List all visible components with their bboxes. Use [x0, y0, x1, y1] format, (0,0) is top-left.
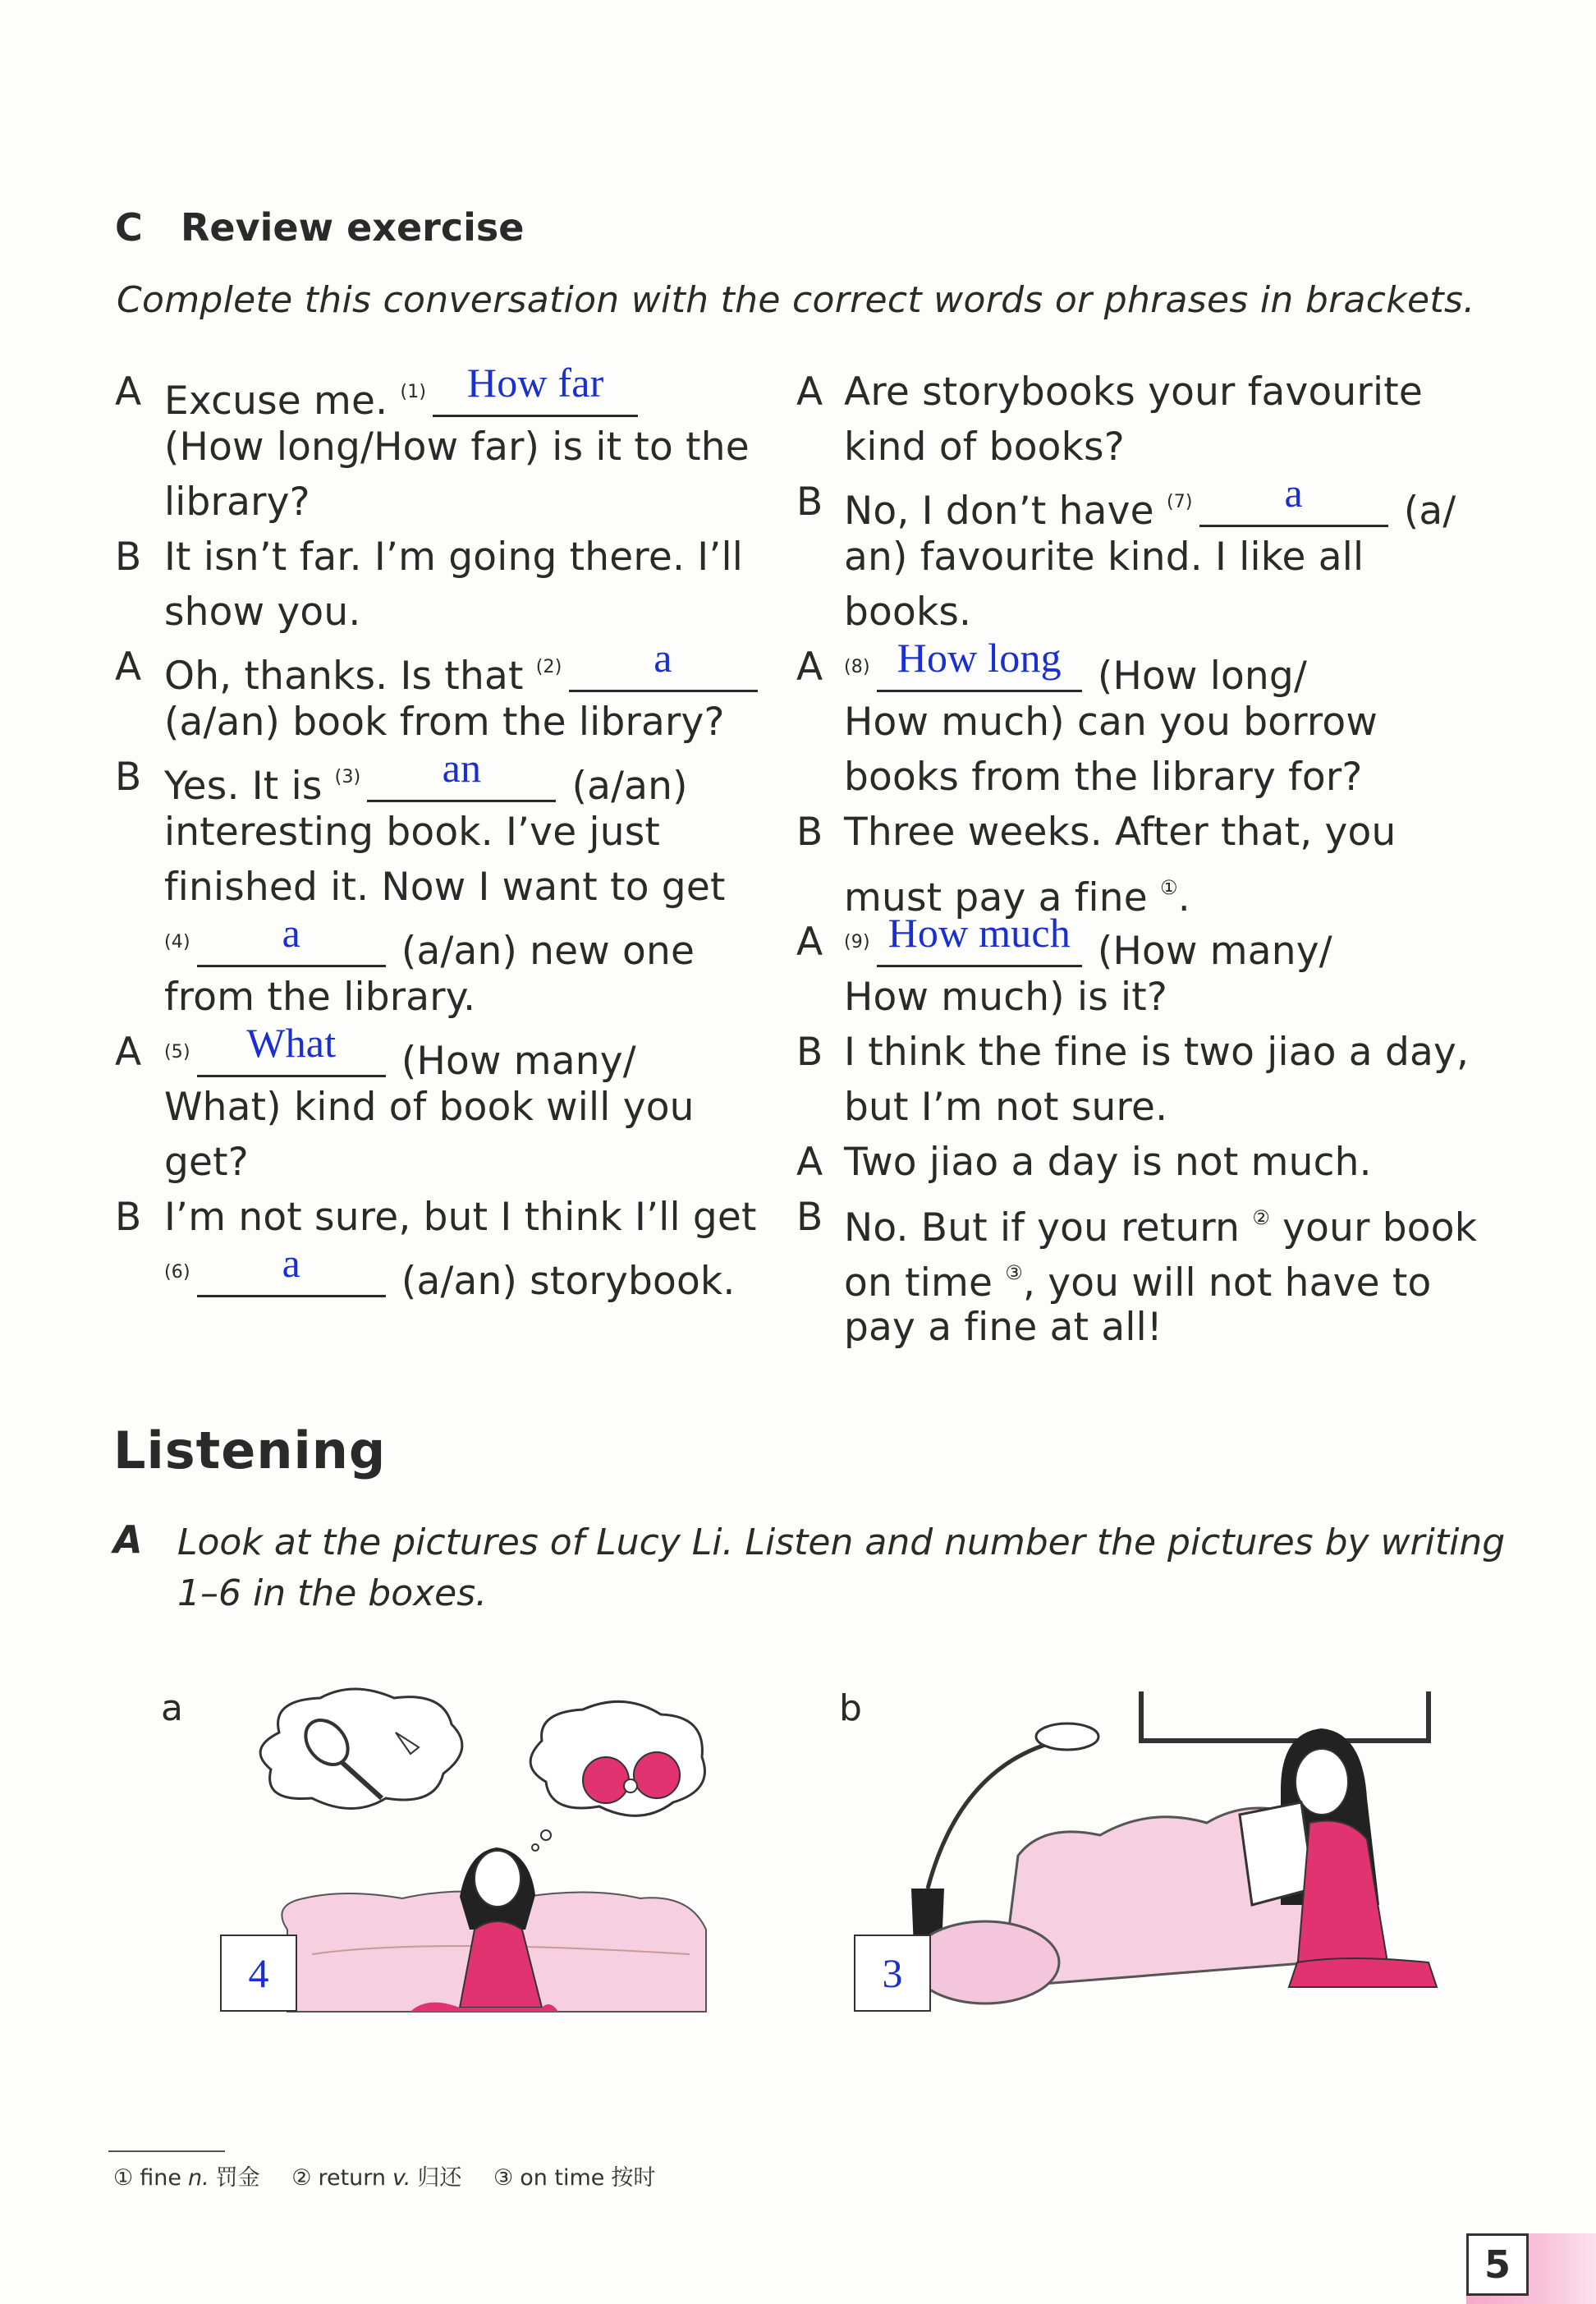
dialogue-line: get? [164, 1140, 249, 1185]
footnote-pos: v. [392, 2165, 411, 2191]
answer-blank[interactable] [877, 635, 1082, 692]
dialogue-line: from the library. [164, 975, 476, 1020]
answer-blank[interactable] [877, 910, 1082, 967]
picture-b-illustration [854, 1691, 1445, 2020]
section-c-heading [115, 205, 524, 250]
handwritten-answer: How far [466, 360, 604, 406]
speaker-label: B [796, 480, 823, 525]
blank-number: (9) [844, 932, 870, 952]
section-letter: C [115, 205, 143, 250]
blank-number: (8) [844, 657, 870, 677]
handwritten-answer: a [282, 1240, 300, 1286]
dialogue-line [164, 910, 695, 979]
dialogue-text: No, I don’t have [844, 489, 1154, 534]
footnote-word: return [318, 2165, 387, 2191]
speaker-label: A [796, 1140, 823, 1185]
blank-number: (7) [1166, 492, 1193, 512]
footnote-pos: n. [187, 2165, 209, 2191]
answer-blank[interactable] [197, 910, 386, 967]
handwritten-answer: a [1284, 470, 1303, 516]
dialogue-line: books. [844, 590, 972, 635]
listening-instruction-line: 1–6 in the boxes. [177, 1572, 488, 1614]
dialogue-line [844, 635, 1307, 704]
handwritten-answer: a [654, 635, 672, 681]
page-number: 5 [1466, 2233, 1529, 2296]
dialogue-line: (a/an) book from the library? [164, 700, 725, 745]
footnote-meaning: 罚金 [215, 2165, 260, 2191]
blank-number: (2) [535, 657, 562, 677]
dialogue-line: library? [164, 480, 310, 525]
dialogue-text: (a/ [1403, 489, 1456, 534]
footnote-meaning: 归还 [417, 2165, 462, 2191]
answer-blank[interactable] [367, 745, 556, 802]
dialogue-line [164, 745, 688, 814]
listening-instruction [177, 1517, 1505, 1619]
answer-blank[interactable] [197, 1020, 386, 1077]
dialogue-line [164, 1240, 736, 1309]
blank-number: (4) [164, 932, 190, 952]
handwritten-answer: an [442, 745, 482, 791]
dialogue-text: Oh, thanks. Is that [164, 654, 524, 699]
dialogue-line: but I’m not sure. [844, 1085, 1168, 1130]
dialogue-text: (a/an) new one [401, 929, 695, 974]
speaker-label: B [796, 1030, 823, 1075]
footnote-ref: ① [1160, 876, 1178, 899]
handwritten-answer: What [246, 1020, 337, 1066]
speaker-label: B [796, 1195, 823, 1240]
dialogue-text: must pay a fine [844, 875, 1148, 920]
picture-b-label: b [839, 1687, 862, 1729]
dialogue-line: How much) can you borrow [844, 700, 1378, 745]
handwritten-answer: How much [887, 910, 1071, 956]
dialogue-line: show you. [164, 590, 361, 635]
dialogue-text: , you will not have to [1022, 1260, 1432, 1306]
dialogue-line: It isn’t far. I’m going there. I’ll [164, 535, 743, 580]
dialogue-line: an) favourite kind. I like all [844, 535, 1364, 580]
handwritten-answer: How long [897, 635, 1062, 681]
section-instruction: Complete this conversation with the correct words or phrases in brackets. [117, 279, 1475, 321]
dialogue-text: (How many/ [401, 1039, 636, 1084]
speaker-label: B [115, 535, 142, 580]
picture-a-label: a [161, 1687, 183, 1729]
dialogue-text: (a/an) storybook. [401, 1259, 736, 1304]
dialogue-line: What) kind of book will you [164, 1085, 695, 1130]
handwritten-answer: a [282, 910, 300, 956]
blank-number: (5) [164, 1042, 190, 1063]
dialogue-line [844, 470, 1456, 539]
dialogue-line [164, 360, 641, 429]
listening-letter: A [113, 1517, 143, 1562]
listening-heading: Listening [113, 1420, 387, 1480]
dialogue-line: (How long/How far) is it to the [164, 425, 750, 470]
dialogue-text: Yes. It is [164, 764, 323, 809]
answer-blank[interactable] [197, 1240, 386, 1297]
footnote-mark: ① [113, 2165, 134, 2191]
speaker-label: A [115, 1030, 142, 1075]
dialogue-text: Excuse me. [164, 379, 388, 424]
footnote-mark: ② [291, 2165, 312, 2191]
dialogue-line [164, 635, 761, 704]
dialogue-line: I’m not sure, but I think I’ll get [164, 1195, 757, 1240]
dialogue-line: finished it. Now I want to get [164, 865, 726, 910]
footnote-meaning: 按时 [611, 2165, 656, 2191]
dialogue-line [164, 1020, 636, 1089]
dialogue-text: . [1177, 875, 1190, 920]
footnote-ref: ② [1252, 1206, 1270, 1229]
speaker-label: B [115, 755, 142, 800]
dialogue-line: kind of books? [844, 425, 1125, 470]
answer-blank[interactable] [433, 360, 638, 417]
speaker-label: B [796, 810, 823, 855]
dialogue-text: on time [844, 1260, 993, 1306]
answer-box-a[interactable]: 4 [220, 1935, 297, 2012]
dialogue-text: (a/an) [571, 764, 688, 809]
speaker-label: A [115, 645, 142, 690]
dialogue-line: interesting book. I’ve just [164, 810, 661, 855]
speaker-label: A [796, 369, 823, 415]
footnote-ref: ③ [1005, 1261, 1023, 1284]
dialogue-line: Are storybooks your favourite [844, 369, 1423, 415]
blank-number: (3) [334, 767, 361, 787]
dialogue-line: Two jiao a day is not much. [844, 1140, 1372, 1185]
section-title: Review exercise [181, 205, 525, 250]
dialogue-text: No. But if you return [844, 1205, 1241, 1251]
answer-box-b[interactable]: 3 [854, 1935, 931, 2012]
dialogue-line: I think the fine is two jiao a day, [844, 1030, 1470, 1075]
blank-number: (1) [400, 382, 427, 402]
speaker-label: B [115, 1195, 142, 1240]
dialogue-text: your book [1269, 1205, 1478, 1251]
page-number-tab [1466, 2233, 1596, 2304]
footnotes [113, 2159, 662, 2192]
dialogue-line: books from the library for? [844, 755, 1363, 800]
answer-blank[interactable] [1199, 470, 1388, 527]
footnote-rule [108, 2150, 225, 2152]
speaker-label: A [796, 920, 823, 965]
answer-blank[interactable] [569, 635, 758, 692]
footnote-mark: ③ [493, 2165, 514, 2191]
blank-number: (6) [164, 1262, 190, 1283]
speaker-label: A [796, 645, 823, 690]
dialogue-text: (How long/ [1097, 654, 1307, 699]
dialogue-line: Three weeks. After that, you [844, 810, 1396, 855]
footnote-word: fine [140, 2165, 181, 2191]
dialogue-line: pay a fine at all! [844, 1305, 1163, 1350]
footnote-word: on time [520, 2165, 605, 2191]
dialogue-line [844, 910, 1332, 979]
dialogue-line: How much) is it? [844, 975, 1168, 1020]
speaker-label: A [115, 369, 142, 415]
listening-instruction-line: Look at the pictures of Lucy Li. Listen and number the pictures by writing [177, 1521, 1506, 1563]
dialogue-text: (How many/ [1097, 929, 1332, 974]
